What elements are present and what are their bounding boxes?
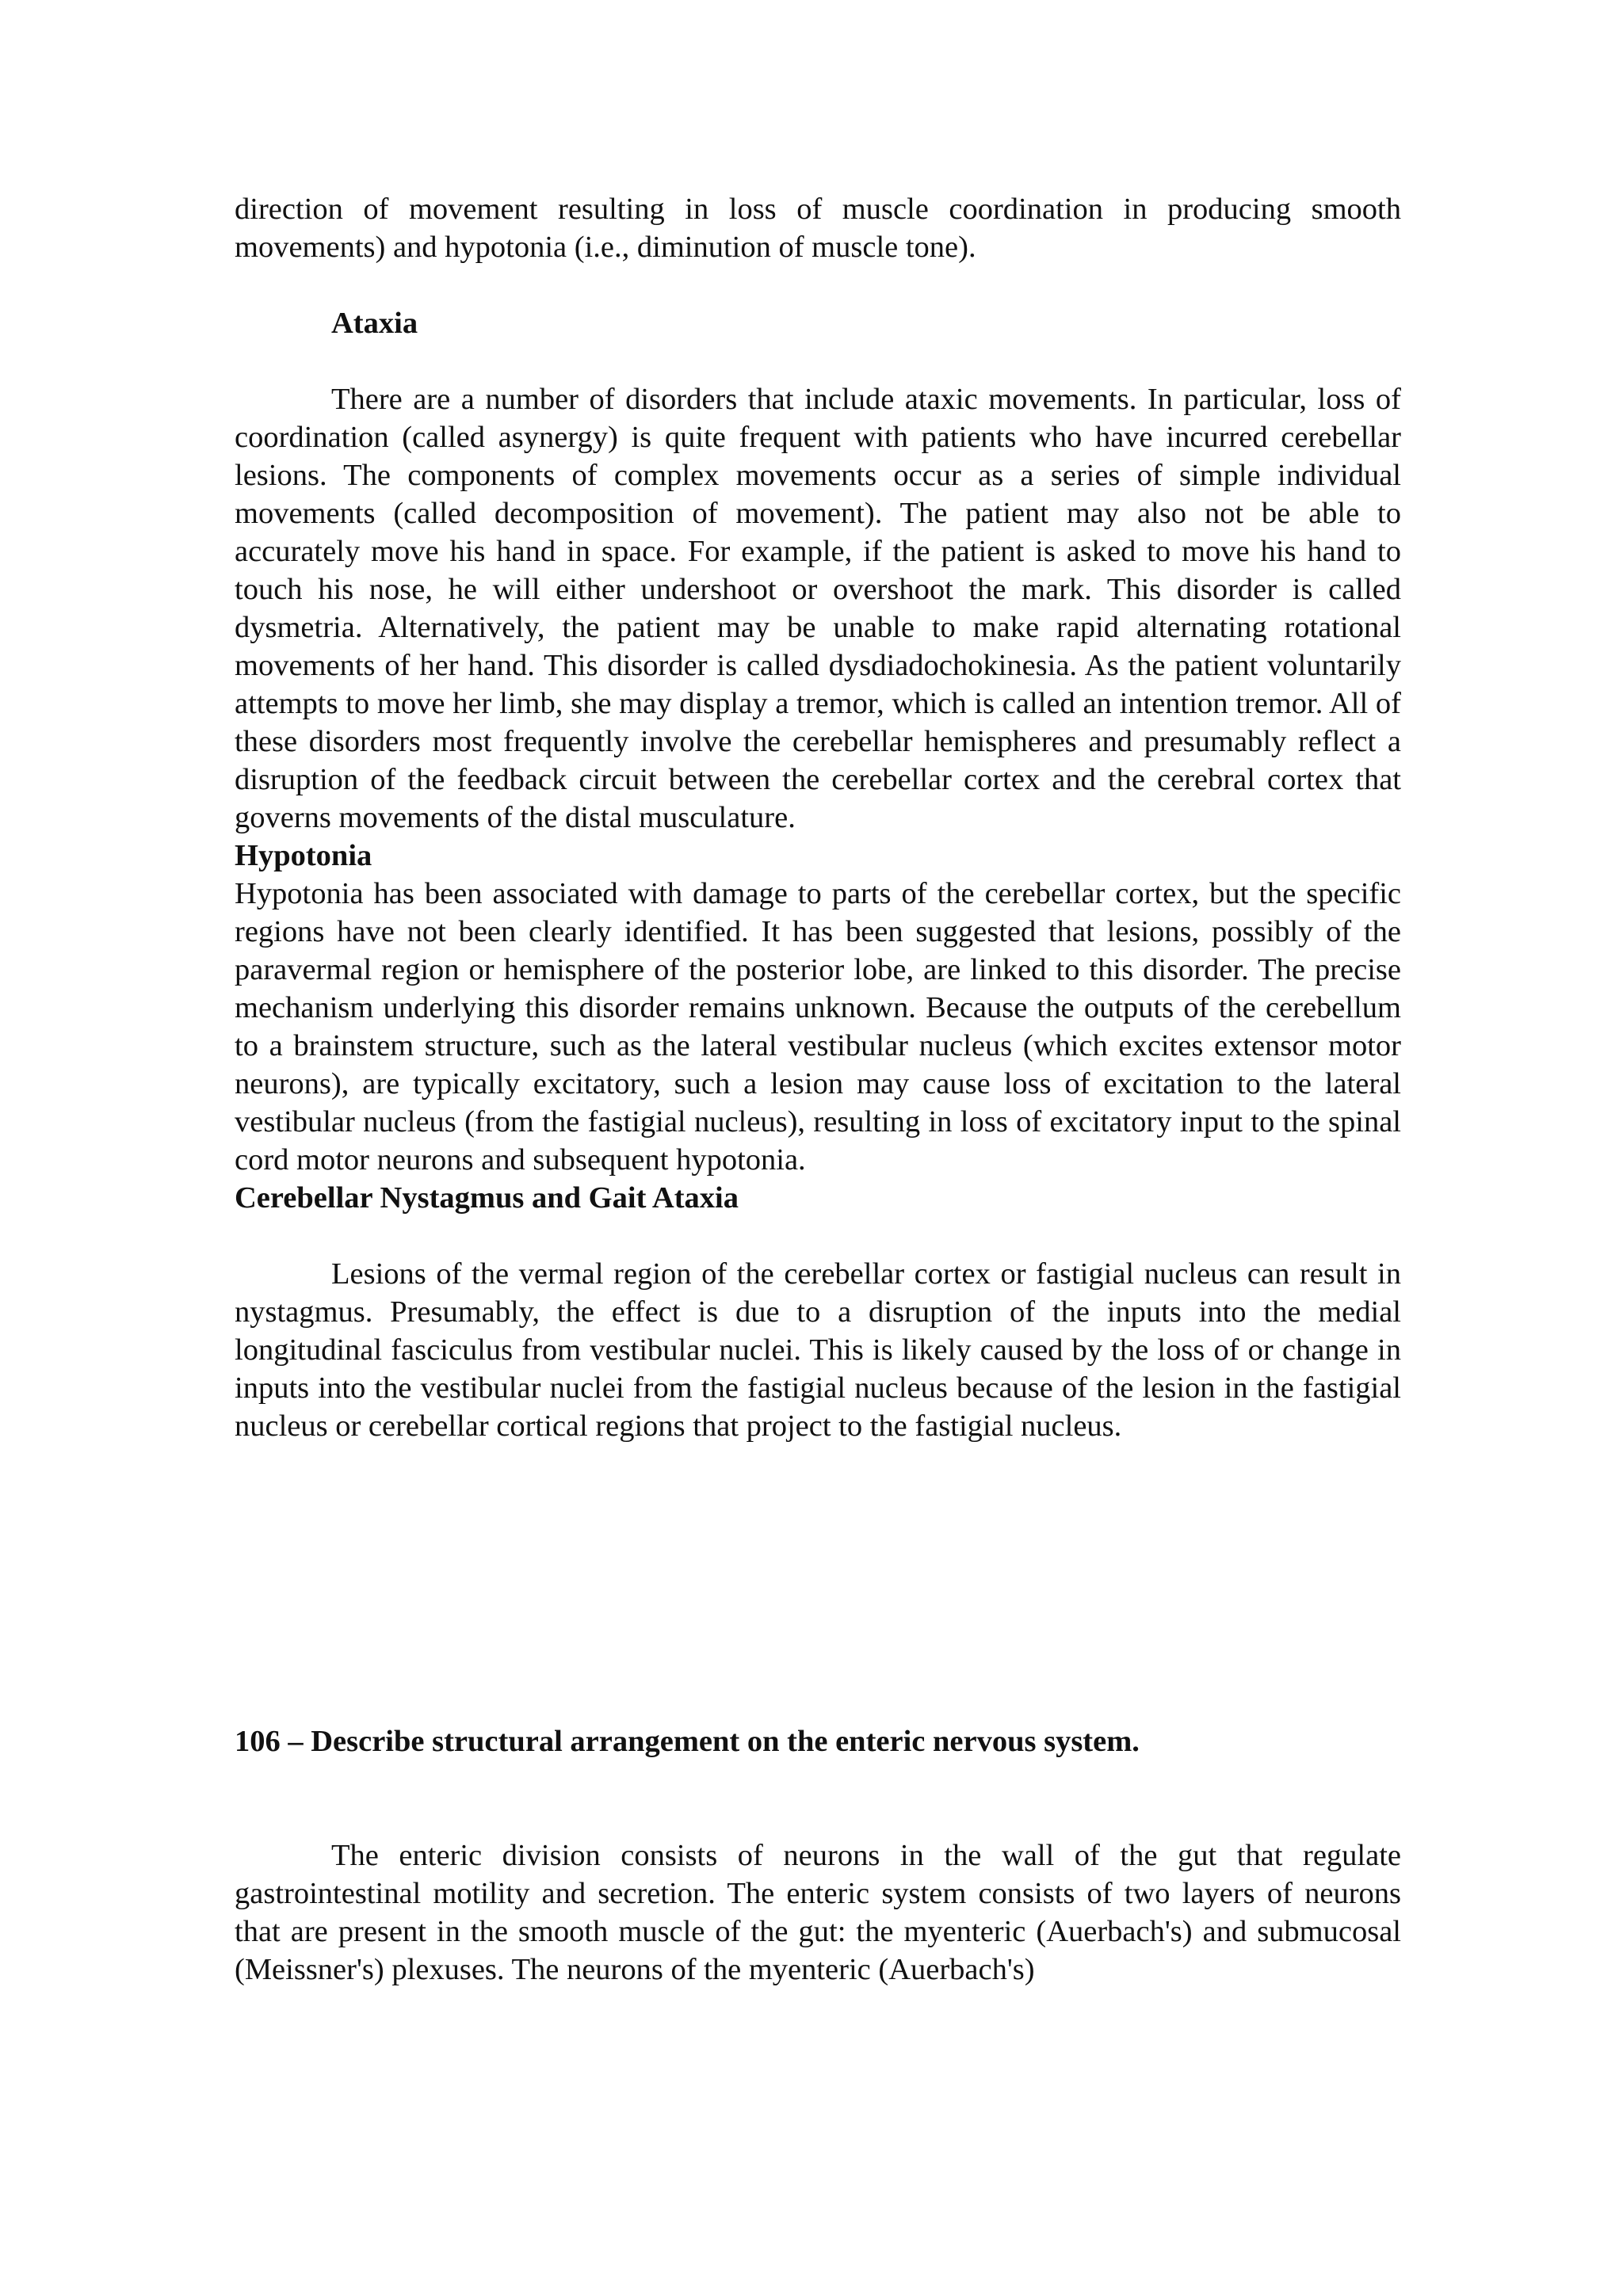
spacer	[235, 266, 1401, 304]
spacer	[235, 342, 1401, 380]
enteric-paragraph: The enteric division consists of neurons in the wall of the gut that regulate gastrointestinal motility and secretion. The enteric system consists of two layers of neurons that are present in the smooth muscle of the gut: the myenteric (Auerbach's) and submucosal (Meissner's) plexuses. The neurons of the myenteric (Auerbach's)	[235, 1839, 1401, 1986]
hypotonia-paragraph: Hypotonia has been associated with damage to parts of the cerebellar cortex, but the specific regions have not been clearly identified. It has been suggested that lesions, possibly of the paravermal region or hemisphere of the posterior lobe, are linked to this disorder. The precise mechanism underlying this disorder remains unknown. Because the outputs of the cerebellum to a brainstem structure, such as the lateral vestibular nucleus (which excites extensor motor neurons), are typically excitatory, such a lesion may cause loss of excitation to the lateral vestibular nucleus (from the fastigial nucleus), resulting in loss of excitatory input to the spinal cord motor neurons and subsequent hypotonia.	[235, 877, 1401, 1177]
ataxia-paragraph: There are a number of disorders that include ataxic movements. In particular, loss of coordination (called asynergy) is quite frequent with patients who have incurred cerebellar lesions. The components of complex movements occur as a series of simple individual movements (called decomposition of movement). The patient may also not be able to accurately move his hand in space. For example, if the patient is asked to move his hand to touch his nose, he will either undershoot or overshoot the mark. This disorder is called dysmetria. Alternatively, the patient may be unable to make rapid alternating rotational movements of her hand. This disorder is called dysdiadochokinesia. As the patient voluntarily attempts to move her limb, she may display a tremor, which is called an intention tremor. All of these disorders most frequently involve the cerebellar hemispheres and presumably reflect a disruption of the feedback circuit between the cerebellar cortex and the cerebral cortex that governs movements of the distal musculature.	[235, 383, 1401, 834]
question-heading: 106 – Describe structural arrangement on the enteric nervous system.	[235, 1725, 1140, 1758]
intro-paragraph: direction of movement resulting in loss of muscle coordination in producing smooth movements) and hypotonia (i.e., diminution of muscle tone).	[235, 193, 1401, 264]
spacer	[235, 1217, 1401, 1255]
ataxia-heading: Ataxia	[331, 307, 418, 340]
document-page	[235, 190, 1401, 1989]
nystagmus-heading: Cerebellar Nystagmus and Gait Ataxia	[235, 1181, 739, 1215]
hypotonia-heading: Hypotonia	[235, 839, 372, 872]
nystagmus-paragraph: Lesions of the vermal region of the cerebellar cortex or fastigial nucleus can result in nystagmus. Presumably, the effect is due to a disruption of the inputs into the medial longitudinal fasciculus from vestibular nuclei. This is likely caused by the loss of or change in inputs into the vestibular nuclei from the fastigial nucleus because of the lesion in the fastigial nucleus or cerebellar cortical regions that project to the fastigial nucleus.	[235, 1257, 1401, 1443]
spacer	[235, 1445, 1401, 1722]
spacer	[235, 1760, 1401, 1836]
